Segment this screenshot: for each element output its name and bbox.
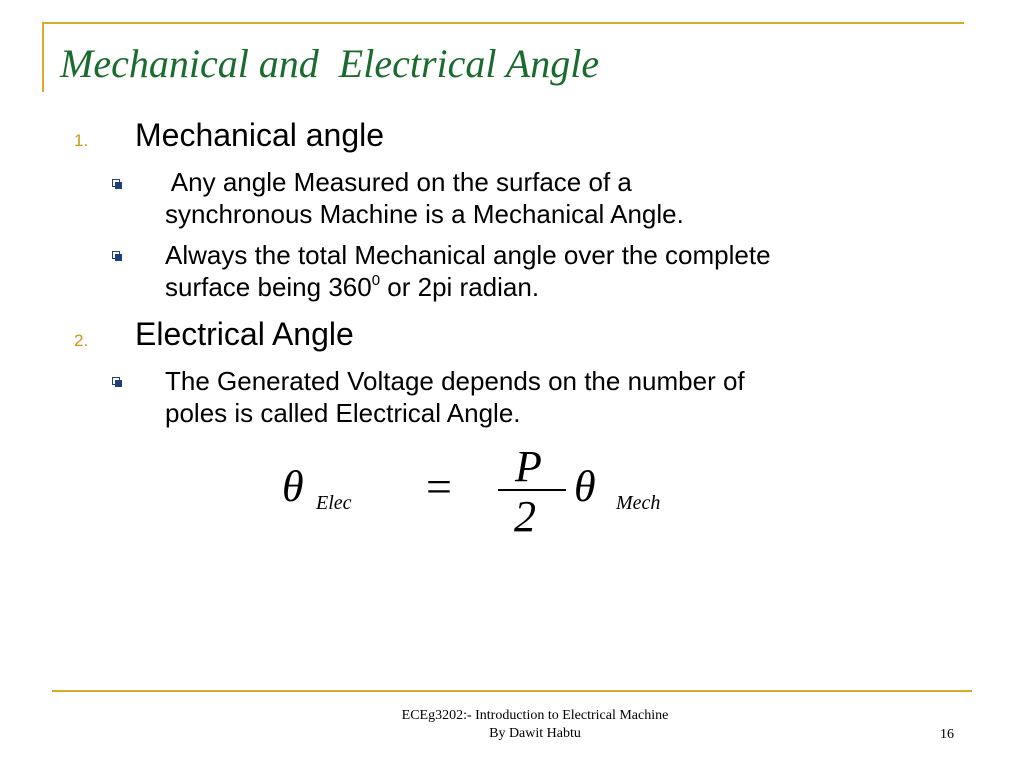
bullet-line-end: or 2pi radian. [380,272,540,302]
title-rule-top [42,22,964,24]
subscript-elec: Elec [316,492,352,514]
page-number: 16 [940,727,954,742]
electrical-angle-equation [282,445,722,545]
bullet-line: Any angle Measured on the surface of a [165,167,632,197]
section-heading-electrical: Electrical Angle [135,316,354,352]
bullet-icon [112,179,120,187]
bullet-mechanical-definition [165,166,925,230]
bullet-line: poles is called Electrical Angle. [165,398,521,428]
slide-title: Mechanical and Electrical Angle [60,41,600,86]
bullet-icon [112,377,120,385]
section-number-1: 1. [74,131,89,150]
footer-course-info [300,707,770,743]
equals-sign: = [426,461,452,512]
section-number-2: 2. [74,331,89,350]
subscript-mech: Mech [616,492,661,514]
bullet-mechanical-total [165,239,925,303]
degree-superscript: 0 [371,272,381,289]
section-heading-mechanical: Mechanical angle [135,117,385,153]
footer-course-title: ECEg3202:- Introduction to Electrical Machine [401,708,669,723]
bullet-icon [112,251,120,259]
bullet-line: The Generated Voltage depends on the number of [165,366,745,396]
bullet-electrical-definition [165,365,925,429]
bullet-line [165,271,925,303]
fraction-denominator: 2 [514,492,536,541]
bullet-line: Always the total Mechanical angle over the complete [165,240,771,270]
title-rule-left [42,22,44,92]
footer-rule [52,690,972,692]
degrees-value: surface being 360 [165,272,372,302]
fraction-numerator: P [515,445,542,491]
theta-symbol: θ [282,462,304,511]
theta-symbol: θ [574,462,596,511]
bullet-line: synchronous Machine is a Mechanical Angle. [165,199,684,229]
footer-author: By Dawit Habtu [489,726,581,741]
